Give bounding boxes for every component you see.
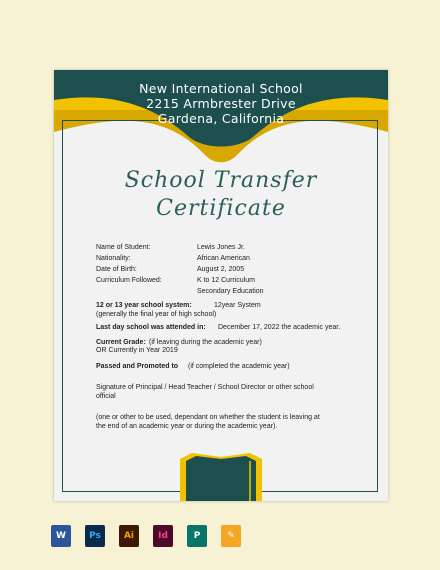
grade-value: OR Currently in Year 2019 xyxy=(96,347,178,354)
dob-value: August 2, 2005 xyxy=(197,266,245,273)
curriculum-value-1: K to 12 Curriculum xyxy=(197,277,255,284)
nationality-value: African American xyxy=(197,255,250,262)
last-day-value: December 17, 2022 the academic year. xyxy=(218,324,341,331)
word-icon[interactable]: W xyxy=(51,525,71,547)
nationality-label: Nationality: xyxy=(96,255,131,262)
system-value: 12year System xyxy=(214,302,261,309)
system-label: 12 or 13 year school system: xyxy=(96,302,192,309)
indesign-icon[interactable]: Id xyxy=(153,525,173,547)
address-line-2: Gardena, California xyxy=(157,111,285,126)
last-day-label: Last day school was attended in: xyxy=(96,324,206,331)
note-line-1: (one or other to be used, dependant on whether the student is leaving at xyxy=(96,414,320,421)
school-name: New International School xyxy=(139,81,303,96)
signature-line-2: official xyxy=(96,393,116,400)
name-value: Lewis Jones Jr. xyxy=(197,244,245,251)
certificate-title-line-2: Certificate xyxy=(156,196,286,221)
grade-note: (if leaving during the academic year) xyxy=(149,339,262,346)
curriculum-value-2: Secondary Education xyxy=(197,288,264,295)
grade-label: Current Grade: xyxy=(96,339,146,346)
publisher-icon[interactable]: P xyxy=(187,525,207,547)
dob-label: Date of Birth: xyxy=(96,266,137,273)
teal-tab xyxy=(186,456,256,501)
system-note: (generally the final year of high school) xyxy=(96,311,217,318)
signature-line-1: Signature of Principal / Head Teacher / School Director or other school xyxy=(96,384,314,391)
bottom-ribbon xyxy=(180,453,262,501)
name-label: Name of Student: xyxy=(96,244,151,251)
address-line-1: 2215 Armbrester Drive xyxy=(146,96,296,111)
certificate-title-line-1: School Transfer xyxy=(124,168,318,193)
note-line-2: the end of an academic year or during the academic year). xyxy=(96,423,278,430)
pages-icon[interactable]: ✎ xyxy=(221,525,241,547)
certificate xyxy=(54,70,388,501)
promoted-note: (if completed the academic year) xyxy=(188,363,290,370)
illustrator-icon[interactable]: Ai xyxy=(119,525,139,547)
curriculum-label: Curriculum Followed: xyxy=(96,277,162,284)
promoted-label: Passed and Promoted to xyxy=(96,363,179,370)
photoshop-icon[interactable]: Ps xyxy=(85,525,105,547)
